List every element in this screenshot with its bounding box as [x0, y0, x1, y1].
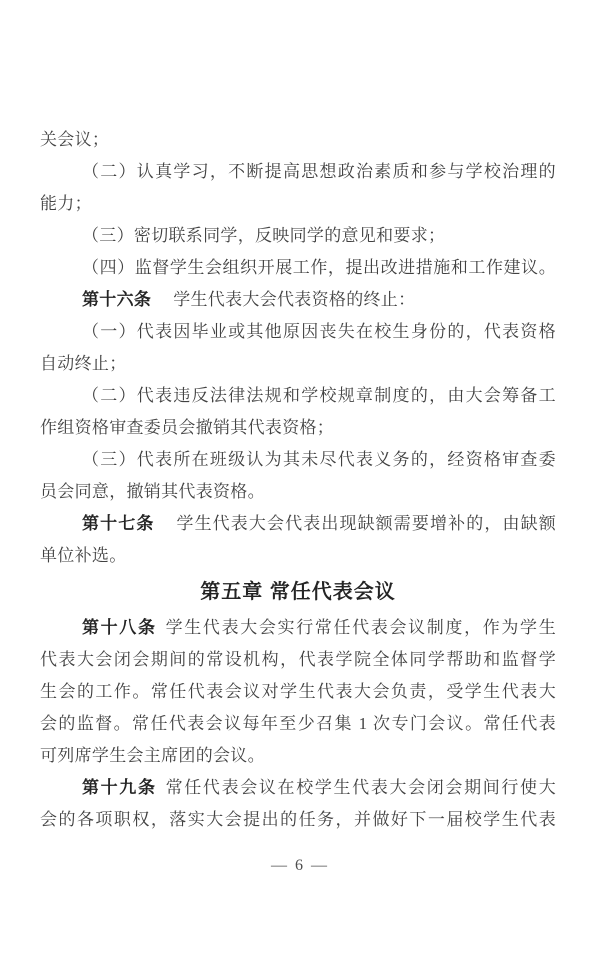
text-line: 关会议； — [40, 130, 110, 149]
text-line: 第十九条 常任代表会议在校学生代表大会闭会期间行使大 — [82, 778, 556, 797]
text-line: 第十七条 学生代表大会代表出现缺额需要增补的，由缺额 — [82, 514, 556, 533]
text-line: （三）代表所在班级认为其未尽代表义务的，经资格审查委 — [82, 450, 556, 469]
chapter-heading: 第五章 常任代表会议 — [200, 581, 396, 603]
article-number: 第十七条 — [82, 514, 155, 533]
text-line: 会的各项职权，落实大会提出的任务，并做好下一届校学生代表 — [40, 810, 556, 829]
text-line: 单位补选。 — [40, 546, 127, 565]
text-line: 第十八条 学生代表大会实行常任代表会议制度，作为学生 — [82, 618, 556, 637]
text-line: 会的监督。常任代表会议每年至少召集 1 次专门会议。常任代表 — [40, 714, 556, 733]
document-body — [40, 124, 556, 836]
text-line: （四）监督学生会组织开展工作，提出改进措施和工作建议。 — [82, 258, 556, 277]
article-number: 第十六条 — [82, 290, 152, 309]
text-line: 第十六条 学生代表大会代表资格的终止： — [82, 290, 416, 309]
text-line: 生会的工作。常任代表会议对学生代表大会负责，受学生代表大 — [40, 682, 556, 701]
text-line: （二）代表违反法律法规和学校规章制度的，由大会筹备工 — [82, 386, 556, 405]
text-line: 员会同意，撤销其代表资格。 — [40, 482, 265, 501]
article-number: 第十八条 — [82, 618, 157, 637]
text-line: （一）代表因毕业或其他原因丧失在校生身份的，代表资格 — [82, 322, 556, 341]
text-line: 能力； — [40, 194, 92, 213]
text-line: 可列席学生会主席团的会议。 — [40, 746, 265, 765]
text-line: （三）密切联系同学，反映同学的意见和要求； — [82, 226, 446, 245]
text-line: （二）认真学习，不断提高思想政治素质和参与学校治理的 — [82, 162, 556, 181]
text-line: 自动终止； — [40, 354, 127, 373]
text-line: 代表大会闭会期间的常设机构，代表学院全体同学帮助和监督学 — [40, 650, 556, 669]
article-number: 第十九条 — [82, 778, 157, 797]
text-line: 作组资格审查委员会撤销其代表资格； — [40, 418, 335, 437]
page-number: — 6 — — [271, 857, 329, 874]
